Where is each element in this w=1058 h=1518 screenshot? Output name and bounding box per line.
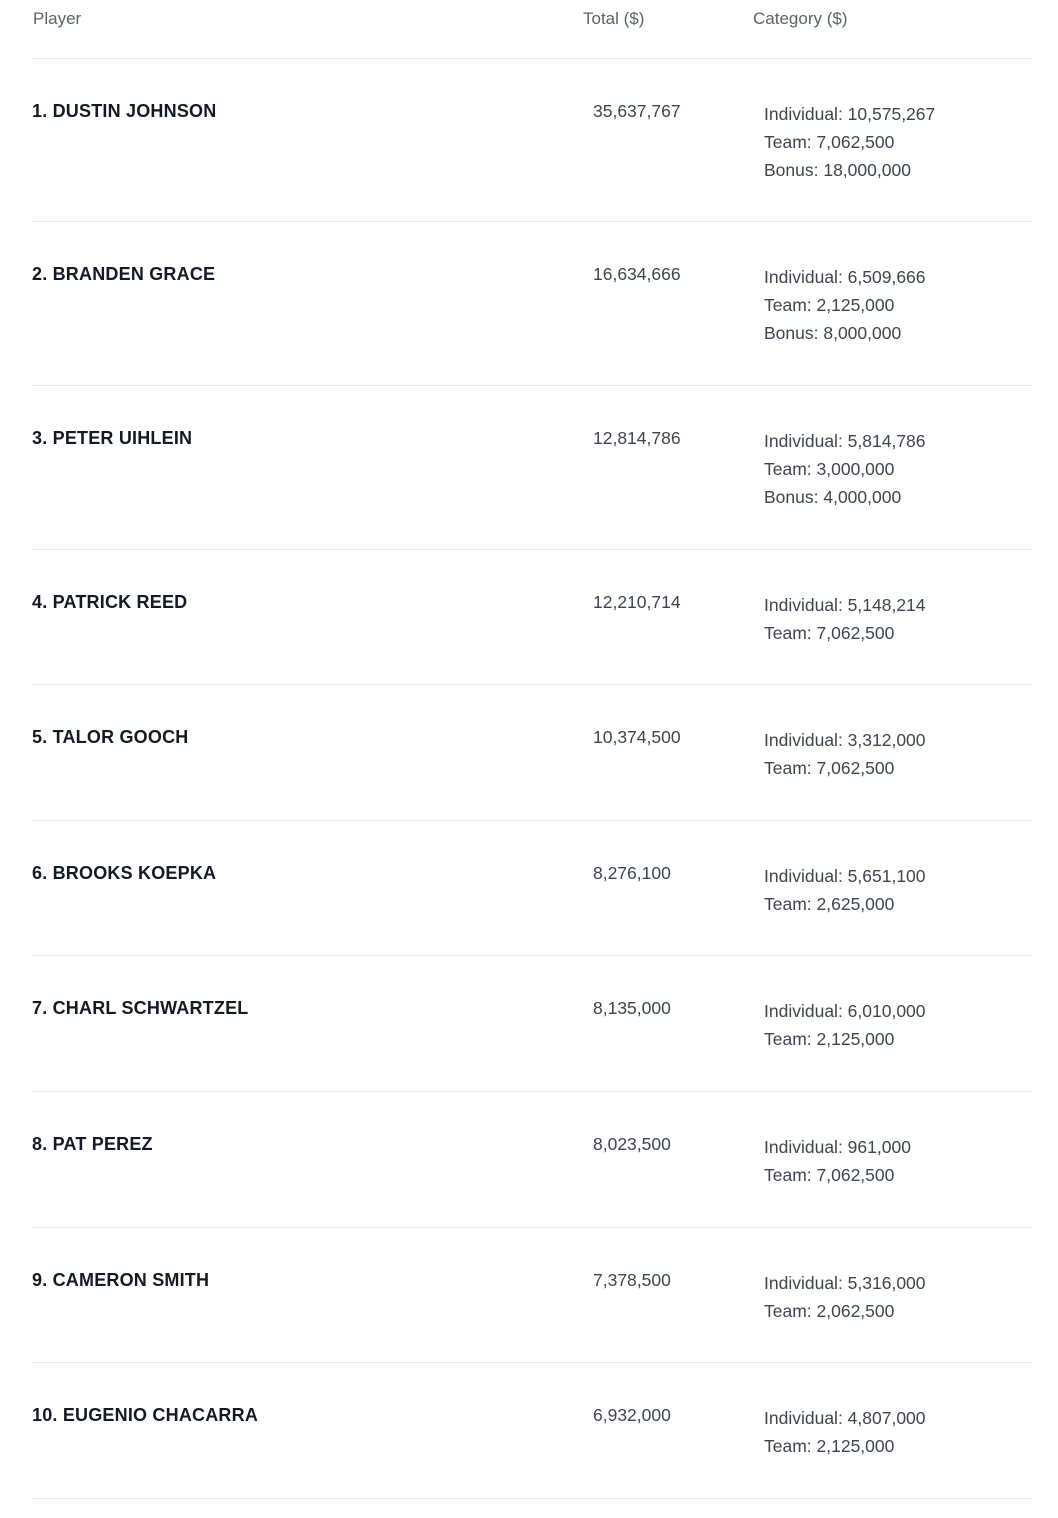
player-total: 16,634,666 xyxy=(593,264,681,284)
category-breakdown xyxy=(764,427,926,511)
category-breakdown xyxy=(764,726,926,782)
player-total: 35,637,767 xyxy=(593,101,681,121)
category-line: Individual: 5,814,786 xyxy=(764,431,926,451)
player-total: 7,378,500 xyxy=(593,1270,671,1290)
table-row xyxy=(0,956,1058,1092)
category-line: Bonus: 4,000,000 xyxy=(764,487,902,507)
table-row xyxy=(0,821,1058,956)
player-total: 8,276,100 xyxy=(593,863,671,883)
category-line: Team: 2,125,000 xyxy=(764,295,895,315)
table-row xyxy=(0,222,1058,386)
category-breakdown xyxy=(764,591,926,647)
row-divider xyxy=(32,1498,1032,1499)
player-name: 5. TALOR GOOCH xyxy=(32,727,189,747)
player-total: 10,374,500 xyxy=(593,727,681,747)
table-row xyxy=(0,1363,1058,1499)
category-line: Bonus: 18,000,000 xyxy=(764,160,911,180)
player-total: 12,210,714 xyxy=(593,592,681,612)
category-line: Bonus: 8,000,000 xyxy=(764,323,902,343)
category-breakdown xyxy=(764,1133,911,1189)
category-line: Team: 2,125,000 xyxy=(764,1436,895,1456)
category-breakdown xyxy=(764,100,935,184)
player-total: 8,023,500 xyxy=(593,1134,671,1154)
header-player: Player xyxy=(33,9,82,28)
category-line: Individual: 5,651,100 xyxy=(764,866,926,886)
category-breakdown xyxy=(764,1404,926,1460)
category-line: Team: 3,000,000 xyxy=(764,459,895,479)
category-line: Team: 2,125,000 xyxy=(764,1029,895,1049)
category-line: Team: 2,062,500 xyxy=(764,1301,895,1321)
category-line: Team: 7,062,500 xyxy=(764,1165,895,1185)
player-name: 10. EUGENIO CHACARRA xyxy=(32,1405,259,1425)
category-breakdown xyxy=(764,997,926,1053)
category-line: Team: 2,625,000 xyxy=(764,894,895,914)
category-line: Team: 7,062,500 xyxy=(764,623,895,643)
category-line: Individual: 10,575,267 xyxy=(764,104,936,124)
category-line: Individual: 5,148,214 xyxy=(764,595,926,615)
table-row xyxy=(0,550,1058,685)
category-line: Individual: 3,312,000 xyxy=(764,730,926,750)
category-line: Team: 7,062,500 xyxy=(764,132,895,152)
table-row xyxy=(0,1092,1058,1228)
category-line: Individual: 6,010,000 xyxy=(764,1001,926,1021)
player-name: 3. PETER UIHLEIN xyxy=(32,428,193,448)
category-breakdown xyxy=(764,263,926,347)
category-line: Team: 7,062,500 xyxy=(764,758,895,778)
player-total: 12,814,786 xyxy=(593,428,681,448)
category-line: Individual: 4,807,000 xyxy=(764,1408,926,1428)
player-name: 7. CHARL SCHWARTZEL xyxy=(32,998,249,1018)
player-name: 4. PATRICK REED xyxy=(32,592,188,612)
header-category: Category ($) xyxy=(753,9,848,28)
player-name: 6. BROOKS KOEPKA xyxy=(32,863,217,883)
player-name: 1. DUSTIN JOHNSON xyxy=(32,101,217,121)
category-line: Individual: 6,509,666 xyxy=(764,267,926,287)
table-row xyxy=(0,386,1058,550)
player-name: 8. PAT PEREZ xyxy=(32,1134,153,1154)
category-breakdown xyxy=(764,1269,926,1325)
table-header xyxy=(0,0,1058,58)
player-name: 9. CAMERON SMITH xyxy=(32,1270,210,1290)
category-line: Individual: 961,000 xyxy=(764,1137,911,1157)
category-breakdown xyxy=(764,862,926,918)
table-row xyxy=(0,59,1058,222)
table-row xyxy=(0,685,1058,821)
player-total: 6,932,000 xyxy=(593,1405,671,1425)
header-total: Total ($) xyxy=(583,9,645,28)
category-line: Individual: 5,316,000 xyxy=(764,1273,926,1293)
player-total: 8,135,000 xyxy=(593,998,671,1018)
player-name: 2. BRANDEN GRACE xyxy=(32,264,216,284)
table-row xyxy=(0,1228,1058,1363)
